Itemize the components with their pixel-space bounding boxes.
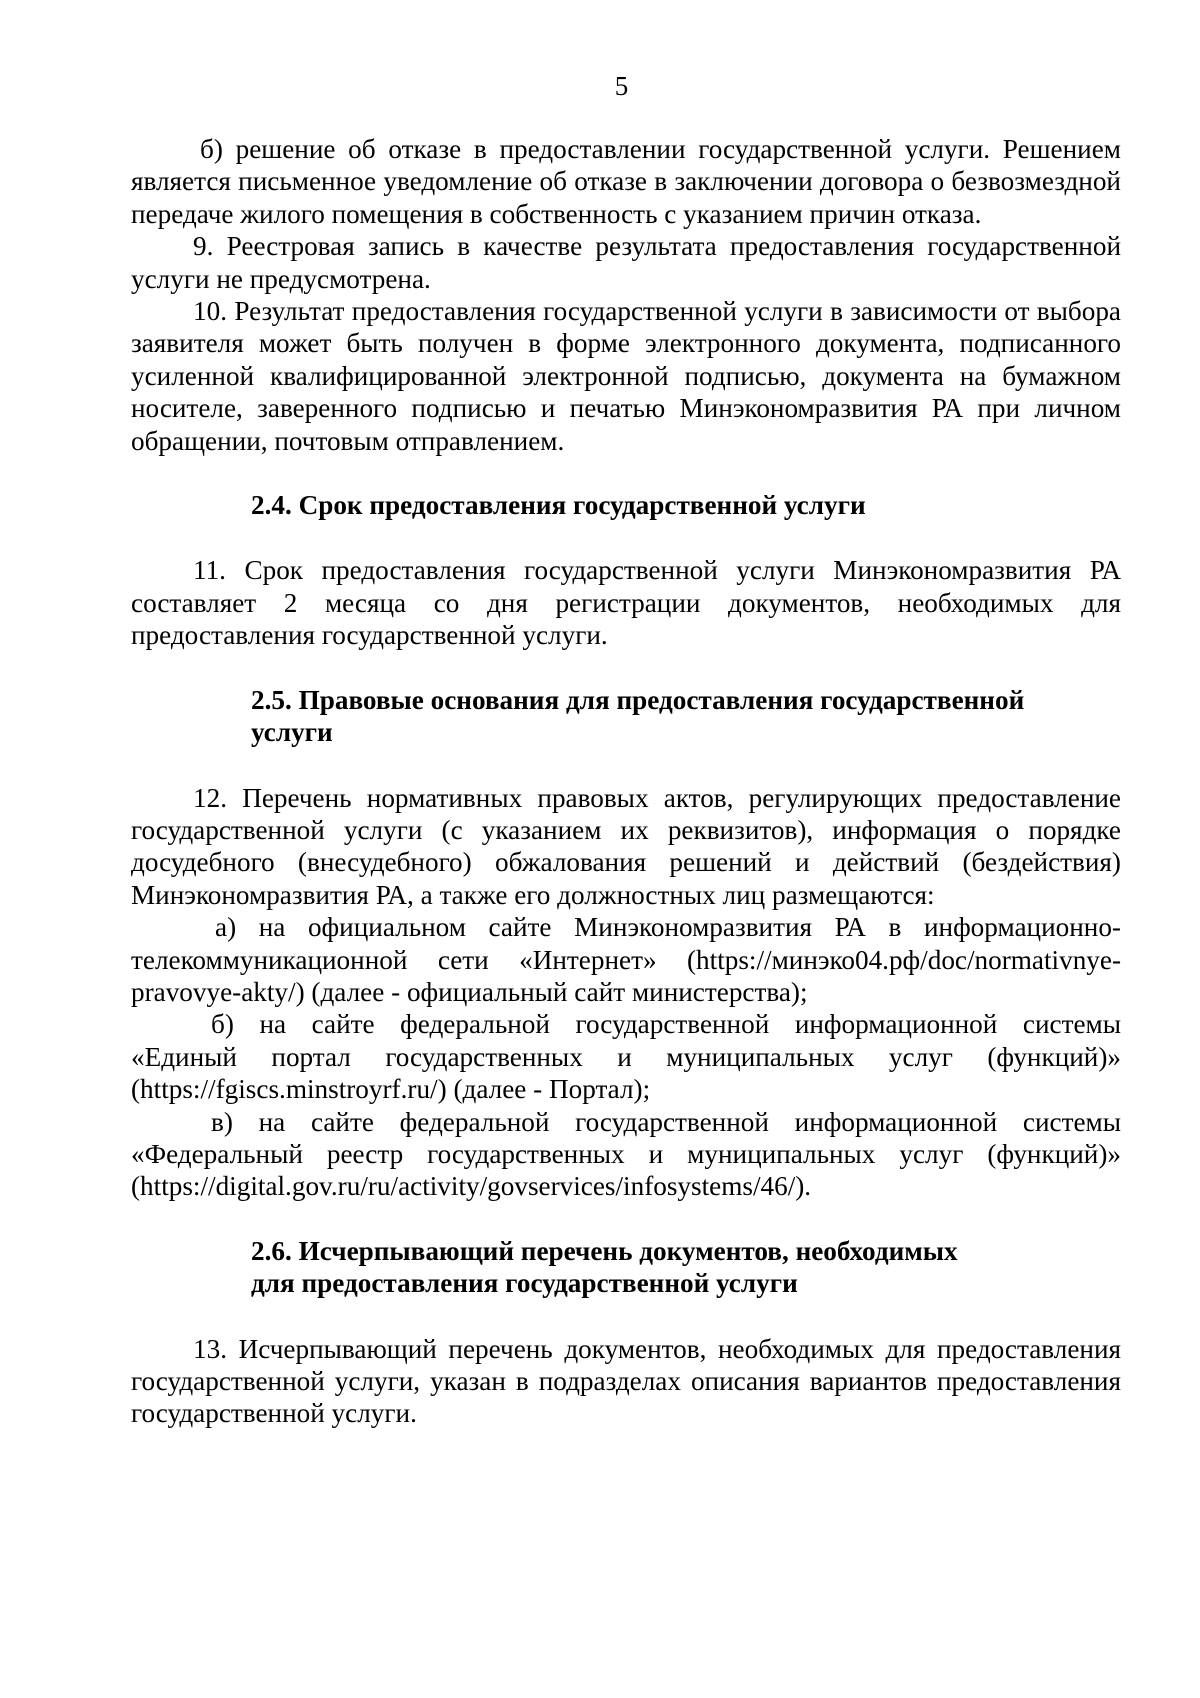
paragraph-11: 11. Срок предоставления государственной услуги Минэкономразвития РА составляет 2 месяца со дня регистрации документов, необходимых для предоставления государственной услуги. [131, 555, 1121, 651]
paragraph-9: 9. Реестровая запись в качестве результата предоставления государственной услуги не предусмотрена. [131, 231, 1121, 294]
paragraph-13: 13. Исчерпывающий перечень документов, необходимых для предоставления государственной услуги, указан в подразделах описания вариантов предоставления государственной услуги. [131, 1333, 1121, 1429]
section-heading-2-5 [131, 684, 1121, 749]
paragraph-12a: а) на официальном сайте Минэкономразвития РА в информационно-телекоммуникационной сети «Интернет» (https://минэко04.рф/doc/normativnye-pravovye-akty/) (далее - официальный сайт министерства); [131, 912, 1121, 1007]
section-heading-2-5-line-1: 2.5. Правовые основания для предоставления государственной [251, 684, 1025, 715]
paragraph-10: 10. Результат предоставления государственной услуги в зависимости от выбора заявителя может быть получен в форме электронного документа, подписанного усиленной квалифицированной электронной подписью, документа на бумажном носителе, заверенного подписью и печатью Минэкономразвития РА при личном обращении, почтовым отправлением. [131, 296, 1121, 456]
paragraph-12v: в) на сайте федеральной государственной информационной системы «Федеральный реестр государственных и муниципальных услуг (функций)» (https://digital.gov.ru/ru/activity/govservices/infosystems/46/). [131, 1106, 1121, 1202]
section-heading-2-5-line-2: услуги [251, 717, 333, 748]
section-heading-2-6-line-1: 2.6. Исчерпывающий перечень документов, необходимых [251, 1235, 958, 1266]
paragraph-12: 12. Перечень нормативных правовых актов, регулирующих предоставление государственной услуги (с указанием их реквизитов), информация о порядке досудебного (внесудебного) обжалования решений и действий (бездействия) Минэкономразвития РА, а также его должностных лиц размещаются: [131, 782, 1121, 910]
section-heading-2-4-text: 2.4. Срок предоставления государственной услуги [251, 490, 866, 521]
paragraph-8b: б) решение об отказе в предоставлении государственной услуги. Решением является письменное уведомление об отказе в заключении договора о безвозмездной передаче жилого помещения в собственность с указанием причин отказа. [131, 134, 1121, 229]
section-heading-2-6-line-2: для предоставления государственной услуги [251, 1268, 798, 1299]
paragraph-12b: б) на сайте федеральной государственной информационной системы «Единый портал государственных и муниципальных услуг (функций)» (https://fgiscs.minstroyrf.ru/) (далее - Портал); [131, 1009, 1121, 1105]
section-heading-2-6 [131, 1235, 1121, 1300]
document-body [131, 133, 1121, 1430]
section-heading-2-4 [131, 489, 1121, 521]
page-number: 5 [614, 71, 629, 101]
